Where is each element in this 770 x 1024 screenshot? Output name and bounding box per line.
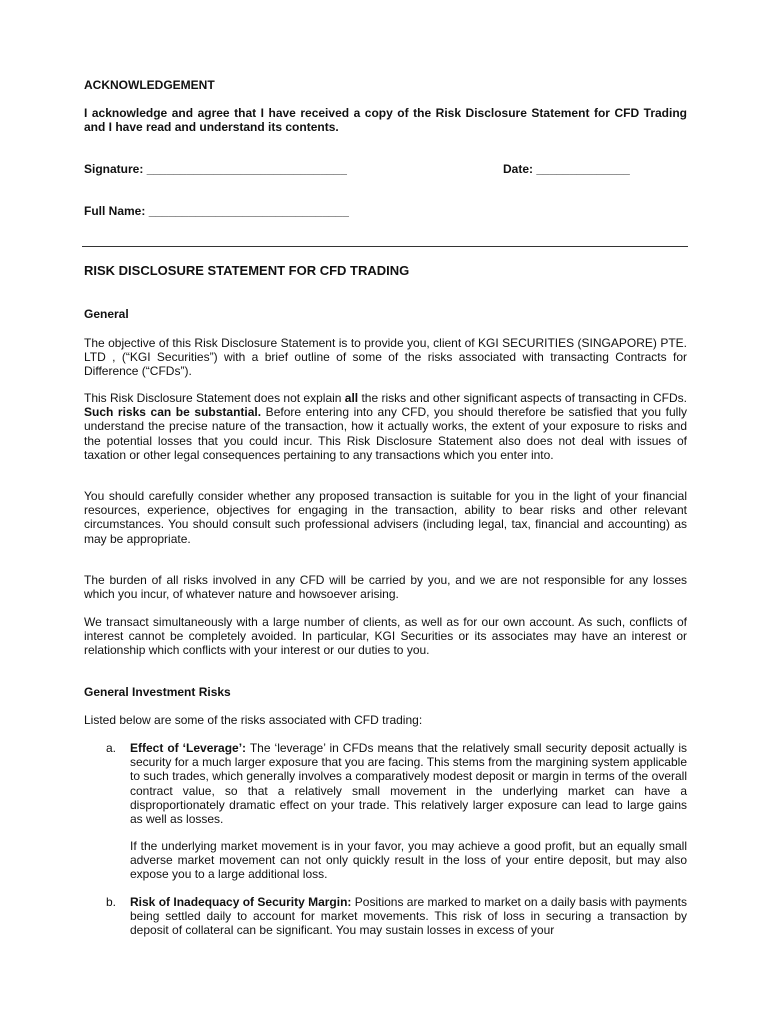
fullname-field[interactable] bbox=[84, 204, 349, 218]
general-paragraph-4: The burden of all risks involved in any CFD will be carried by you, and we are not responsible for any losses which you incur, of whatever nature and howsoever arising. bbox=[84, 573, 687, 602]
signature-field[interactable] bbox=[84, 162, 347, 176]
list-item-marker: a. bbox=[106, 741, 117, 755]
list-item-text: Risk of Inadequacy of Security Margin: Positions are marked to market on a daily basis with payments being settled daily to account for market movements. This risk of loss in securing a transaction by deposit of collateral can be significant. You may sustain losses in excess of your bbox=[130, 895, 687, 938]
list-item bbox=[84, 895, 687, 938]
list-item-marker: b. bbox=[106, 895, 117, 909]
document-title: RISK DISCLOSURE STATEMENT FOR CFD TRADING bbox=[84, 263, 410, 278]
date-field[interactable] bbox=[503, 162, 630, 176]
signature-label: Signature: bbox=[84, 162, 144, 176]
general-paragraph-5: We transact simultaneously with a large number of clients, as well as for our own account. As such, conflicts of interest cannot be completely avoided. In particular, KGI Securities or its associates may have an interest or relationship which conflicts with your interest or our duties to you. bbox=[84, 615, 687, 658]
date-label: Date: bbox=[503, 162, 534, 176]
list-item-text: Effect of ‘Leverage’: The ‘leverage’ in CFDs means that the relatively small security deposit actually is security for a much larger exposure that you are facing. This stems from the margining system applicable to such trades, which generally involves a comparatively modest deposit or margin in terms of the overall contract value, so that a relatively small movement in the underlying market can have a disproportionately dramatic effect on your trade. This relatively larger exposure can lead to large gains as well as losses. bbox=[130, 741, 687, 827]
fullname-line: ______________________________ bbox=[148, 204, 349, 218]
general-paragraph-2: This Risk Disclosure Statement does not explain all the risks and other significant aspects of transacting in CFDs. Such risks can be substantial. Before entering into any CFD, you should therefore be satisfied that you fully understand the precise nature of the transaction, how it actually works, the extent of your exposure to risks and the potential losses that you could incur. This Risk Disclosure Statement also does not deal with issues of taxation or other legal consequences pertaining to any transactions which you enter into. bbox=[84, 391, 687, 462]
fullname-label: Full Name: bbox=[84, 204, 146, 218]
investment-risks-intro: Listed below are some of the risks associated with CFD trading: bbox=[84, 713, 423, 727]
investment-risks-heading: General Investment Risks bbox=[84, 685, 231, 699]
section-divider bbox=[82, 246, 688, 247]
acknowledgement-statement: I acknowledge and agree that I have received a copy of the Risk Disclosure Statement for CFD Trading and I have read and understand its contents. bbox=[84, 106, 687, 135]
general-paragraph-3: You should carefully consider whether any proposed transaction is suitable for you in the light of your financial resources, experience, objectives for engaging in the transaction, ability to bear risks and other relevant circumstances. You should consult such professional advisers (including legal, tax, financial and accounting) as may be appropriate. bbox=[84, 489, 687, 546]
general-paragraph-1: The objective of this Risk Disclosure Statement is to provide you, client of KGI SECURITIES (SINGAPORE) PTE. LTD , (“KGI Securities”) with a brief outline of some of the risks associated with transacting Contracts for Difference (“CFDs”). bbox=[84, 336, 687, 379]
signature-line: ______________________________ bbox=[146, 162, 347, 176]
list-item-text: If the underlying market movement is in your favor, you may achieve a good profit, but an equally small adverse market movement can not only quickly result in the loss of your entire deposit, but may also expose you to a large additional loss. bbox=[130, 839, 687, 882]
date-line: ______________ bbox=[536, 162, 630, 176]
list-item-continuation bbox=[84, 839, 687, 882]
general-heading: General bbox=[84, 307, 129, 321]
acknowledgement-heading: ACKNOWLEDGEMENT bbox=[84, 78, 215, 92]
list-item bbox=[84, 741, 687, 826]
